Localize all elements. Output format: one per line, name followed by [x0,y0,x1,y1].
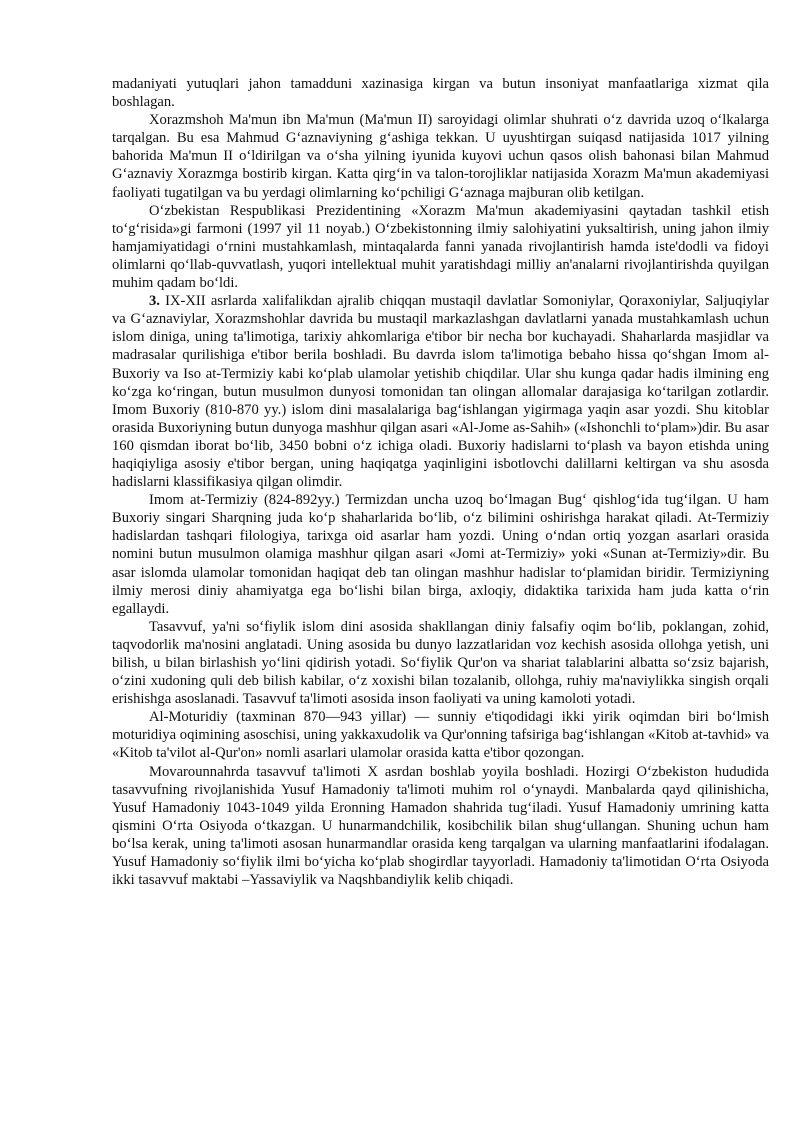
paragraph: madaniyati yutuqlari jahon tamadduni xazinasiga kirgan va butun insoniyat manfaatlariga xizmat qila boshlagan. [112,76,769,111]
section-paragraph [112,292,769,491]
paragraph: Al-Moturidiy (taxminan 870—943 yillar) — sunniy e'tiqodidagi ikki yirik oqimdan biri boʻlmish moturidiya oqimining asoschisi, uning yakkaxudolik va Qur'onning tafsiriga bagʻishlangan «Kitob at-tavhid» va «Kitob ta'vilot al-Qur'on» nomli asarlari ulamolar orasida katta e'tibor qozongan. [112,709,769,762]
paragraph: Oʻzbekistan Respublikasi Prezidentining «Xorazm Ma'mun akademiyasini qaytadan tashkil etish toʻgʻrisida»gi farmoni (1997 yil 11 noyab.) Oʻzbekistonning ilmiy salohiyatini yuksaltirish, uning jahon ilmiy hamjamiyatidagi oʻrnini mustahkamlash, mintaqalarda fanni yanada rivojlantirish hamda iste'dodli va fidoyi olimlarni qoʻllab-quvvatlash, yuqori intellektual muhit yaratishdagi milliy an'analarni rivojlantirishda quyilgan muhim qadam boʻldi. [112,202,769,292]
document-page [112,75,769,889]
paragraph: Xorazmshoh Ma'mun ibn Ma'mun (Ma'mun II) saroyidagi olimlar shuhrati oʻz davrida uzoq oʻlkalarga tarqalgan. Bu esa Mahmud Gʻaznaviyning gʻashiga tekkan. U uyushtirgan suiqasd natijasida 1017 yilning bahorida Ma'mun II oʻldirilgan va oʻsha yilning iyunida kuyovi uchun qasos olish bahonasi bilan Mahmud Gʻaznaviy Xorazmga bostirib kirgan. Katta qirgʻin va talon-torojliklar natijasida Xorazm Ma'mun akademiyasi faoliyati tugatilgan va bu yerdagi olimlarning koʻpchiligi Gʻaznaga majburan olib ketilgan. [112,112,769,201]
paragraph-text: IX-XII asrlarda xalifalikdan ajralib chiqqan mustaqil davlatlar Somoniylar, Qoraxoniylar, Saljuqiylar va Gʻaznaviylar, Xorazmshohlar davrida bu mustaqil markazlashgan davlatlarni yanada mustahkamlash uchun islom diniga, uning ta'limotiga, tarixiy ahkomlariga e'tibor bir necha bor kuchayadi. Shaharlarda masjidlar va madrasalar qurilishiga e'tibor berila boshladi. Bu davrda islom ta'limotiga bebaho hissa qoʻshgan Imom al-Buxoriy va Iso at-Termiziy kabi koʻplab ulamolar yetishib chiqdilar. Ular shu kunga qadar hadis ilmining eng koʻzga koʻringan, butun musulmon dunyosi tomonidan tan olingan allomalar darajasiga koʻtarilgan zotlardir. Imom Buxoriy (810-870 yy.) islom dini masalalariga bagʻishlangan yigirmaga yaqin asar yozdi. Shu kitoblar orasida Buxoriyning butun dunyoga mashhur qilgan asari «Al-Jome as-Sahih» («Ishonchli toʻplam»)dir. Bu asar 160 qismdan iborat boʻlib, 3450 bobni oʻz ichiga oladi. Buxoriy hadislarni toʻplash va bayon etishda uning haqiqiyliga asosiy e'tibor bergan, uning haqiqatga yaqinligini isbotlovchi dalillarni keltirgan va shu asosda hadislarni klassifikasiya qilgan olimdir. [112,293,769,491]
paragraph: Tasavvuf, ya'ni soʻfiylik islom dini asosida shakllangan diniy falsafiy oqim boʻlib, poklangan, zohid, taqvodorlik ma'nosini anglatadi. Uning asosida bu dunyo lazzatlaridan voz kechish asosida ollohga yetish, uni bilish, u bilan birlashish yoʻlini qidirish yotadi. Soʻfiylik Qur'on va shariat talablarini albatta soʻzsiz bajarish, oʻzini xudoning quli deb bilish kabilar, oʻz xoxishi bilan tozalanib, ollohga, ruhiy ma'naviylikka singish orqali erishishga asoslanadi. Tasavvuf ta'limoti asosida inson faoliyati va uning kamoloti yotadi. [112,618,769,708]
paragraph: Imom at-Termiziy (824-892yy.) Termizdan uncha uzoq boʻlmagan Bugʻ qishlogʻida tugʻilgan. U ham Buxoriy singari Sharqning juda koʻp shaharlarida boʻlib, oʻz bilimini oshirishga harakat qiladi. At-Termiziy hadislardan tashqari filologiya, tarixga oid asarlar ham yozdi. Uning oʻndan ortiq yozgan asarlari orasida nomini butun musulmon olamiga mashhur qilgan asari «Jomi at-Termiziy» yoki «Sunan at-Termiziy»dir. Bu asar islomda ulamolar tomonidan haqiqat deb tan olingan mashhur hadislar toʻplamidan biridir. Termiziyning ilmiy merosi diniy ahamiyatga ega boʻlishi bilan birga, axloqiy, didaktika tarixida ham juda katta oʻrin egallaydi. [112,492,769,617]
section-number: 3. [149,293,160,310]
paragraph: Movarounnahrda tasavvuf ta'limoti X asrdan boshlab yoyila boshladi. Hozirgi Oʻzbekiston hududida tasavvufning rivojlanishida Yusuf Hamadoniy ta'limoti muhim rol oʻynaydi. Manbalarda qayd qilinishicha, Yusuf Hamadoniy 1043-1049 yilda Eronning Hamadon shahrida tugʻiladi. Yusuf Hamadoniy umrining katta qismini Oʻrta Osiyoda oʻtkazgan. U hunarmandchilik, kosibchilik bilan shugʻullangan. Shuning uchun ham boʻlsa kerak, uning ta'limoti asosan hunarmandlar orasida keng tarqalgan va ularning manfaatlarini ifodalagan. Yusuf Hamadoniy soʻfiylik ilmi boʻyicha koʻplab shogirdlar tayyorladi. Hamadoniy ta'limotidan Oʻrta Osiyoda ikki tasavvuf maktabi –Yassaviylik va Naqshbandiylik kelib chiqadi. [112,763,769,889]
